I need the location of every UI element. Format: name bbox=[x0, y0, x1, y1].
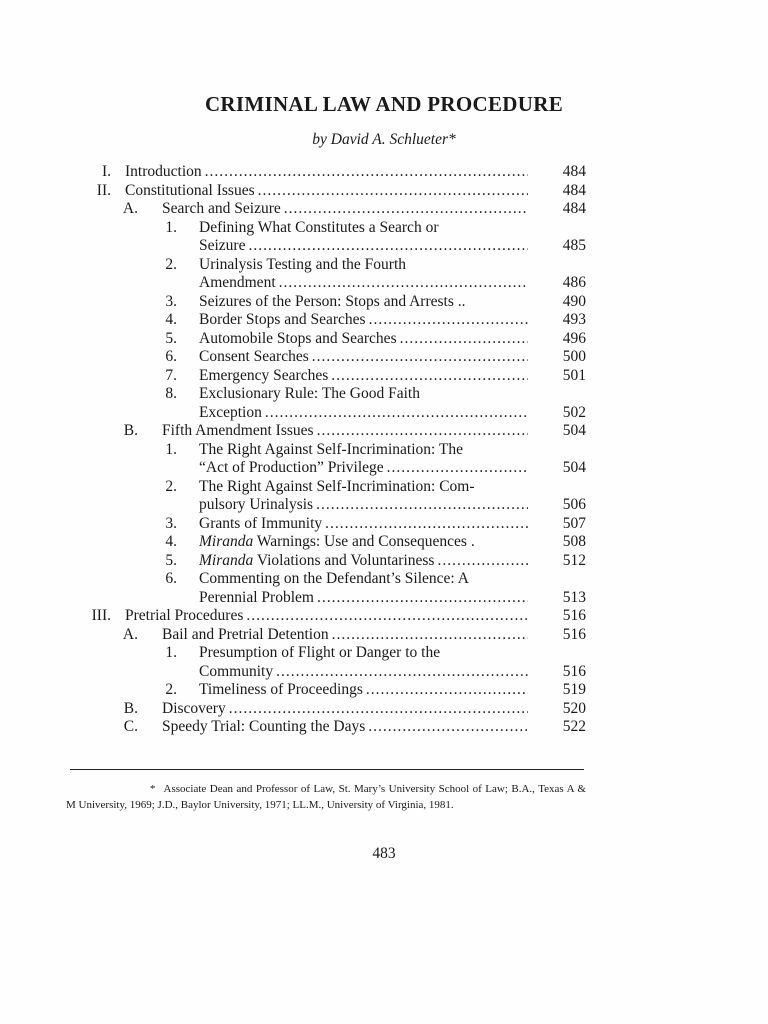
toc-entry-number: A. bbox=[122, 625, 138, 643]
toc-entry-number: C. bbox=[123, 718, 138, 735]
toc-entry-page: 512 bbox=[562, 551, 586, 569]
toc-entry-number: 4. bbox=[165, 311, 177, 328]
toc-entry bbox=[0, 237, 768, 256]
toc-entry bbox=[0, 274, 768, 293]
toc-entry-number: 5. bbox=[165, 551, 177, 569]
toc-entry-title-text: Warnings: Use and Consequences . bbox=[253, 533, 475, 550]
toc-entry-title bbox=[162, 718, 365, 737]
toc-entry-title-text: pulsory Urinalysis bbox=[199, 496, 314, 513]
toc-entry bbox=[0, 626, 768, 645]
toc-entry-page: 490 bbox=[562, 292, 586, 310]
toc-entry-title-text: Discovery bbox=[162, 699, 226, 717]
toc-entry-title bbox=[199, 385, 420, 404]
toc-entry-number: 1. bbox=[165, 440, 177, 458]
toc-entry-number: 2. bbox=[165, 681, 177, 698]
toc-entry-number: 2. bbox=[165, 477, 177, 495]
toc-entry-title bbox=[199, 478, 475, 497]
toc-entry-title bbox=[162, 422, 314, 441]
toc-entry-number: B. bbox=[123, 422, 138, 439]
toc-entry bbox=[0, 478, 768, 497]
toc-entry bbox=[0, 607, 768, 626]
toc-entry-title bbox=[125, 163, 202, 182]
toc-entry-title bbox=[199, 311, 366, 330]
toc-entry-page: 496 bbox=[562, 329, 586, 347]
toc-entry-title bbox=[199, 515, 322, 534]
toc-entry-title bbox=[199, 441, 463, 460]
toc-entry bbox=[0, 311, 768, 330]
toc-entry bbox=[0, 496, 768, 515]
toc-entry-title bbox=[199, 570, 469, 589]
toc-entry bbox=[0, 163, 768, 182]
toc-entry bbox=[0, 570, 768, 589]
toc-entry-title-text: Perennial Problem bbox=[199, 588, 314, 606]
toc-entry-number: 8. bbox=[165, 385, 177, 402]
toc-leader-dots bbox=[328, 367, 528, 386]
toc-leader-dots bbox=[363, 681, 528, 700]
toc-leader-dots bbox=[281, 200, 528, 219]
toc-entry-title bbox=[199, 330, 397, 349]
toc-entry-title bbox=[199, 348, 309, 367]
toc-entry-page: 501 bbox=[562, 366, 586, 384]
toc-entry-number: 6. bbox=[165, 570, 177, 587]
toc-entry-number: 5. bbox=[165, 329, 177, 347]
toc-entry-title-text: Pretrial Procedures bbox=[125, 607, 244, 624]
toc-entry-title bbox=[162, 200, 281, 219]
toc-entry-title-text: Amendment bbox=[199, 274, 276, 291]
toc-entry-title-italic: Miranda bbox=[199, 533, 254, 550]
toc-entry-title bbox=[125, 607, 243, 626]
toc-entry-page: 516 bbox=[562, 662, 586, 680]
toc-entry-number: 7. bbox=[165, 366, 177, 384]
toc-leader-dots bbox=[314, 589, 528, 608]
toc-entry bbox=[0, 718, 768, 737]
toc-entry-title-text: Commenting on the Defendant’s Silence: A bbox=[199, 570, 469, 587]
toc-entry-page: 500 bbox=[562, 348, 586, 365]
toc-entry-title bbox=[162, 626, 329, 645]
toc-leader-dots bbox=[245, 237, 528, 256]
toc-entry-title bbox=[199, 237, 245, 256]
toc-entry bbox=[0, 663, 768, 682]
toc-entry bbox=[0, 700, 768, 719]
toc-entry bbox=[0, 589, 768, 608]
toc-entry bbox=[0, 644, 768, 663]
toc-leader-dots bbox=[366, 311, 528, 330]
toc-entry-title-text: The Right Against Self-Incrimination: Com- bbox=[199, 477, 475, 495]
toc-entry-title-text: Speedy Trial: Counting the Days bbox=[162, 718, 366, 735]
toc-entry-title bbox=[199, 256, 406, 275]
toc-leader-dots bbox=[243, 607, 528, 626]
toc-entry-title bbox=[199, 552, 434, 571]
toc-entry-page: 493 bbox=[562, 311, 586, 328]
toc-leader-dots bbox=[309, 348, 528, 367]
toc-entry-title-text: Border Stops and Searches bbox=[199, 311, 366, 328]
toc-entry-title bbox=[125, 182, 255, 201]
toc-entry bbox=[0, 367, 768, 386]
toc-entry-title-text: Consent Searches bbox=[199, 348, 309, 365]
toc-leader-dots bbox=[384, 459, 528, 478]
toc-entry-title-text: Emergency Searches bbox=[199, 366, 329, 384]
toc-entry-title bbox=[199, 219, 438, 238]
toc-leader-dots bbox=[434, 552, 528, 571]
toc-entry-page: 484 bbox=[562, 163, 586, 180]
toc-entry bbox=[0, 293, 768, 312]
toc-leader-dots bbox=[226, 700, 528, 719]
toc-entry bbox=[0, 385, 768, 404]
toc-entry bbox=[0, 515, 768, 534]
toc-entry-title-text: Introduction bbox=[125, 163, 202, 180]
toc-leader-dots bbox=[276, 274, 528, 293]
toc-entry-page: 506 bbox=[562, 496, 586, 513]
toc-entry-page: 484 bbox=[562, 181, 586, 199]
toc-entry bbox=[0, 404, 768, 423]
toc-entry-title-text: Community bbox=[199, 662, 274, 680]
toc-entry bbox=[0, 182, 768, 201]
toc-entry bbox=[0, 219, 768, 238]
toc-leader-dots bbox=[329, 626, 528, 645]
toc-entry-number: B. bbox=[123, 699, 138, 717]
toc-entry-title-text: Seizure bbox=[199, 237, 246, 254]
page-number: 483 bbox=[372, 845, 396, 862]
toc-entry-title bbox=[162, 700, 226, 719]
toc-entry bbox=[0, 681, 768, 700]
toc-entry-title-text: Exception bbox=[199, 403, 262, 421]
toc-entry-title bbox=[199, 644, 440, 663]
footnote-marker: * bbox=[150, 783, 156, 795]
toc-entry-title-text: Bail and Pretrial Detention bbox=[162, 625, 329, 643]
toc-entry-number: A. bbox=[122, 200, 138, 217]
toc-entry-number: 1. bbox=[165, 218, 177, 236]
toc-entry bbox=[0, 330, 768, 349]
toc-entry-title bbox=[199, 293, 465, 312]
toc-leader-dots bbox=[314, 422, 528, 441]
toc-entry-title-text: Seizures of the Person: Stops and Arrests .. bbox=[199, 292, 466, 310]
toc-entry-number: III. bbox=[91, 607, 111, 624]
toc-entry bbox=[0, 459, 768, 478]
toc-entry-title-text: Automobile Stops and Searches bbox=[199, 329, 397, 347]
toc-entry-page: 520 bbox=[562, 699, 586, 717]
toc-entry-number: 6. bbox=[165, 348, 177, 365]
toc-entry bbox=[0, 422, 768, 441]
toc-entry-title-text: Search and Seizure bbox=[162, 200, 281, 217]
toc-entry-number: 2. bbox=[165, 255, 177, 273]
toc-entry-title-text: Grants of Immunity bbox=[199, 514, 323, 532]
toc-leader-dots bbox=[397, 330, 528, 349]
toc-entry bbox=[0, 348, 768, 367]
toc-entry-title-text: Timeliness of Proceedings bbox=[199, 681, 363, 698]
toc-leader-dots bbox=[322, 515, 528, 534]
toc-entry-number: 1. bbox=[165, 644, 177, 661]
toc-entry-page: 507 bbox=[562, 514, 586, 532]
toc-entry-page: 519 bbox=[562, 681, 586, 698]
toc-entry-number: I. bbox=[101, 163, 111, 180]
toc-entry-page: 504 bbox=[562, 459, 586, 476]
document-title: CRIMINAL LAW AND PROCEDURE bbox=[204, 92, 564, 116]
toc-entry-title-text: Violations and Voluntariness bbox=[253, 551, 435, 569]
toc-leader-dots bbox=[202, 163, 528, 182]
toc-entry-number: 3. bbox=[165, 514, 177, 532]
toc-entry-page: 484 bbox=[562, 200, 586, 217]
toc-entry-page: 513 bbox=[562, 588, 586, 606]
toc-entry-title bbox=[199, 533, 475, 552]
toc-entry-page: 504 bbox=[562, 422, 586, 439]
toc-entry bbox=[0, 552, 768, 571]
toc-entry-page: 485 bbox=[562, 237, 586, 254]
footnote-divider bbox=[70, 769, 584, 770]
toc-leader-dots bbox=[262, 404, 528, 423]
toc-entry-number: II. bbox=[96, 181, 111, 199]
toc-entry-title bbox=[199, 459, 384, 478]
toc-entry bbox=[0, 533, 768, 552]
toc-entry-title-text: Constitutional Issues bbox=[125, 181, 255, 199]
toc-entry-title-text: Exclusionary Rule: The Good Faith bbox=[199, 385, 420, 402]
toc-entry bbox=[0, 200, 768, 219]
toc-entry-title bbox=[199, 496, 313, 515]
toc-entry-title-text: The Right Against Self-Incrimination: The bbox=[199, 440, 464, 458]
footnote-text: Associate Dean and Professor of Law, St. Mary’s University School of Law; B.A., Texas A & M University, 1969; J.D., Baylor University, 1971; LL.M., University of Virginia, 1981. bbox=[66, 783, 586, 811]
toc-entry-title-text: Fifth Amendment Issues bbox=[162, 422, 314, 439]
toc-entry-page: 486 bbox=[562, 274, 586, 291]
author-footnote bbox=[66, 782, 586, 813]
toc-entry-title bbox=[199, 663, 273, 682]
toc-entry-title-text: Urinalysis Testing and the Fourth bbox=[199, 255, 407, 273]
toc-leader-dots bbox=[255, 182, 528, 201]
toc-entry-title-text: Presumption of Flight or Danger to the bbox=[199, 644, 441, 661]
toc-entry-title bbox=[199, 404, 262, 423]
toc-entry-number: 4. bbox=[165, 533, 177, 550]
toc-leader-dots bbox=[273, 663, 528, 682]
toc-entry-title bbox=[199, 274, 276, 293]
toc-entry-page: 516 bbox=[562, 625, 586, 643]
toc-leader-dots bbox=[313, 496, 528, 515]
author-byline: by David A. Schlueter* bbox=[312, 131, 456, 148]
toc-entry-title-text: “Act of Production” Privilege bbox=[199, 459, 384, 476]
toc-entry-page: 516 bbox=[562, 607, 586, 624]
toc-entry-page: 508 bbox=[562, 533, 586, 550]
toc-entry-title bbox=[199, 367, 328, 386]
toc-entry-title-text: Defining What Constitutes a Search or bbox=[199, 218, 439, 236]
toc-entry-title-italic: Miranda bbox=[199, 551, 254, 569]
toc-leader-dots bbox=[365, 718, 528, 737]
toc-entry-number: 3. bbox=[165, 292, 177, 310]
toc-entry-title bbox=[199, 589, 314, 608]
toc-entry-title bbox=[199, 681, 363, 700]
toc-entry bbox=[0, 256, 768, 275]
toc-entry-page: 522 bbox=[562, 718, 586, 735]
toc-entry-page: 502 bbox=[562, 403, 586, 421]
toc-entry bbox=[0, 441, 768, 460]
